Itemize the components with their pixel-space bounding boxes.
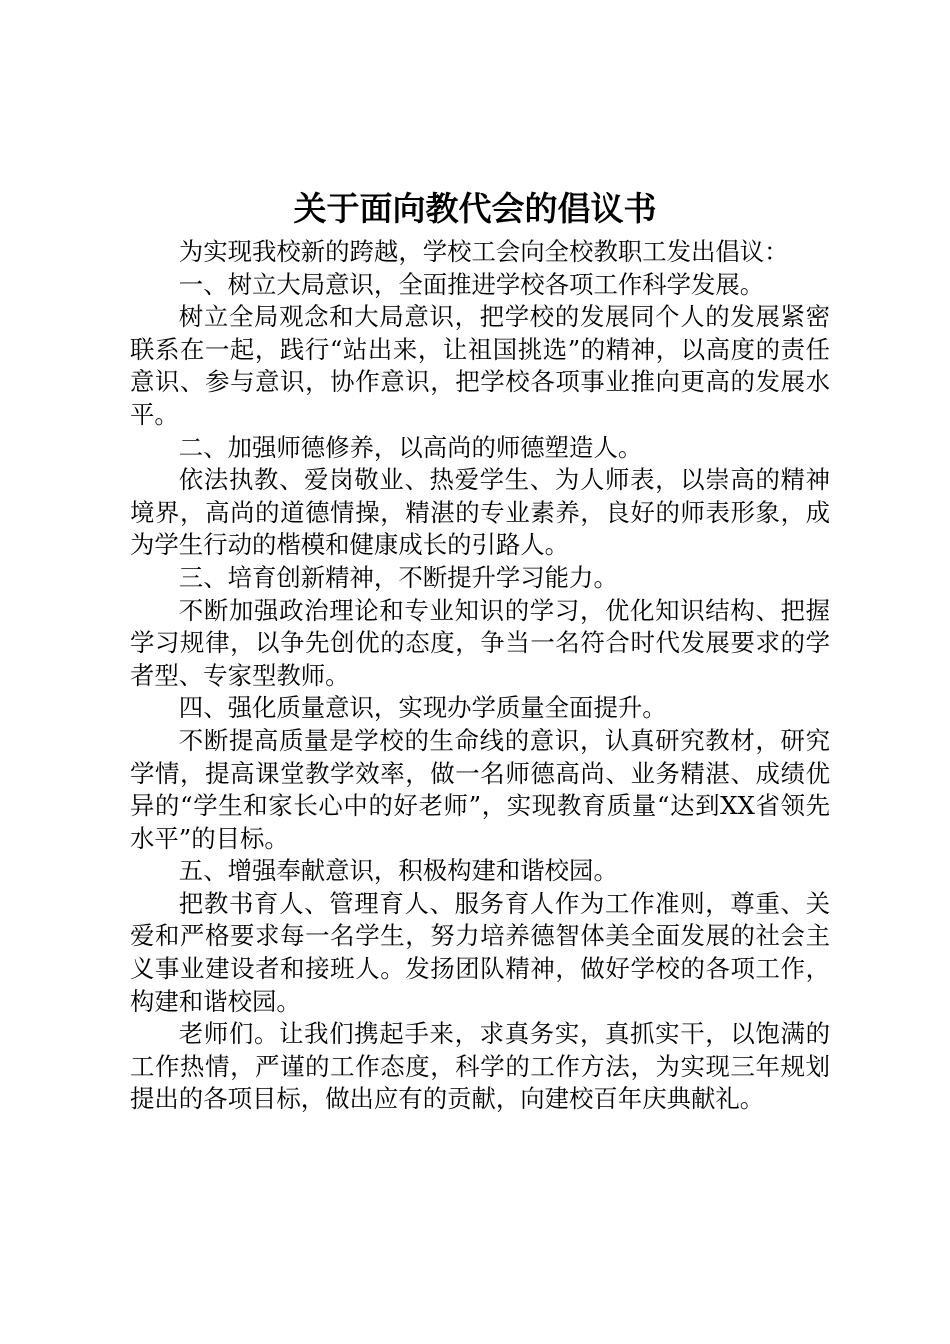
paragraph-point-4: 不断提高质量是学校的生命线的意识，认真研究教材，研究学情，提高课堂教学效率，做一名师德高尚、业务精湛、成绩优异的“学生和家长心中的好老师”，实现教育质量“达到XX省领先水平”的目标。 — [130, 725, 830, 853]
heading-point-3: 三、培育创新精神，不断提升学习能力。 — [178, 562, 618, 592]
heading-point-2: 二、加强师德修养，以高尚的师德塑造人。 — [178, 432, 643, 462]
paragraph-closing: 老师们。让我们携起手来，求真务实，真抓实干，以饱满的工作热情，严谨的工作态度，科学的工作方法，为实现三年规划提出的各项目标，做出应有的贡献，向建校百年庆典献礼。 — [130, 1019, 830, 1114]
paragraph-point-1: 树立全局观念和大局意识，把学校的发展同个人的发展紧密联系在一起，践行“站出来，让祖国挑选”的精神，以高度的责任意识、参与意识，协作意识，把学校各项事业推向更高的发展水平。 — [130, 302, 830, 429]
paragraph-intro: 为实现我校新的跨越，学校工会向全校教职工发出倡议： — [178, 237, 789, 266]
paragraph-point-3: 不断加强政治理论和专业知识的学习，优化知识结构、把握学习规律，以争先创优的态度，争当一名符合时代发展要求的学者型、专家型教师。 — [130, 595, 830, 690]
document-title: 关于面向教代会的倡议书 — [293, 189, 657, 228]
document-body — [130, 236, 830, 1116]
paragraph-point-5: 把教书育人、管理育人、服务育人作为工作准则，尊重、关爱和严格要求每一名学生，努力培养德智体美全面发展的社会主义事业建设者和接班人。发扬团队精神，做好学校的各项工作，构建和谐校园。 — [130, 888, 830, 1016]
heading-point-5: 五、增强奉献意识，积极构建和谐校园。 — [178, 856, 618, 886]
heading-point-1: 一、树立大局意识，全面推进学校各项工作科学发展。 — [178, 269, 765, 299]
heading-point-4: 四、强化质量意识，实现办学质量全面提升。 — [178, 693, 667, 723]
paragraph-point-2: 依法执教、爱岗敬业、热爱学生、为人师表，以崇高的精神境界，高尚的道德情操，精湛的专业素养，良好的师表形象，成为学生行动的楷模和健康成长的引路人。 — [130, 465, 830, 560]
